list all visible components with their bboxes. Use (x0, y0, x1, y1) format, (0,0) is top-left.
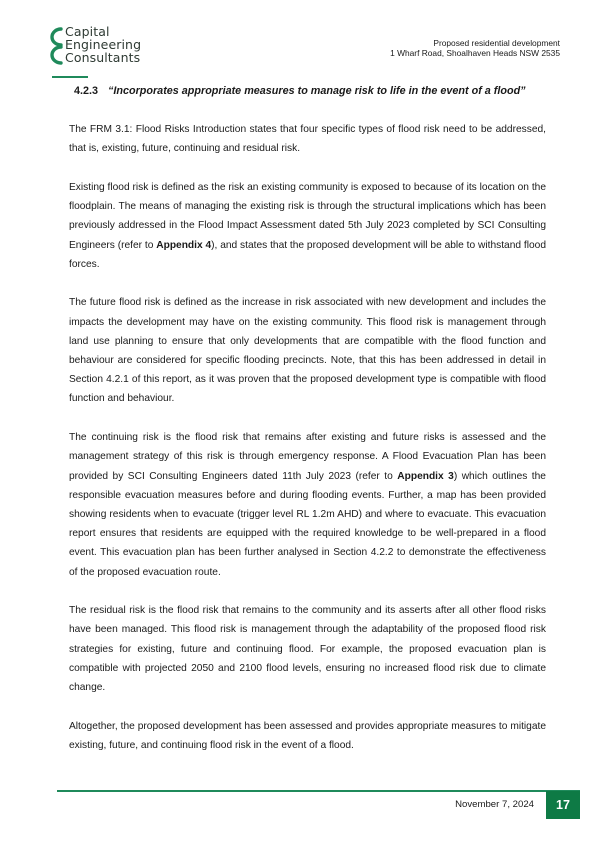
paragraph-existing-risk (69, 178, 546, 274)
paragraph-existing-risk-text-end: ), and states that the proposed development will be able to withstand flood forces. (69, 239, 546, 270)
footer-divider (57, 790, 580, 792)
header-project: Proposed residential development (433, 38, 560, 48)
company-logo (47, 24, 147, 76)
logo-line-consultants: Consultants (65, 50, 141, 65)
logo-wordmark (65, 25, 141, 64)
paragraph-future-risk: The future flood risk is defined as the increase in risk associated with new development and includes the impacts the development may have on the existing community. This flood risk is management through land use planning to ensure that only developments that are compatible with the flood function and behaviour are considered for specific flooding precincts. Note, that this has been addressed in detail in Section 4.2.1 of this report, as it was proven that the proposed development type is compatible with flood function and behaviour. (69, 297, 546, 405)
appendix-3-reference: Appendix 3 (397, 470, 454, 482)
logo-mark-icon (47, 26, 65, 66)
document-header (390, 38, 560, 58)
section-number: 4.2.3 (74, 85, 99, 97)
logo-line-engineering: Engineering (65, 37, 142, 52)
page-number: 17 (546, 791, 580, 819)
logo-underline (52, 76, 88, 78)
paragraph-continuing-risk (69, 428, 546, 582)
paragraph-conclusion: Altogether, the proposed development has been assessed and provides appropriate measures to mitigate existing, future, and continuing flood risk in the event of a flood. (69, 720, 546, 751)
paragraph-existing-risk-text: Existing flood risk is defined as the risk an existing community is exposed to because of its location on the floodplain. The means of managing the existing risk is through the structural implications which has been previously addressed in the Flood Impact Assessment dated 5th July 2023 completed by SCI Consulting Engineers (refer to (69, 181, 546, 251)
logo-line-capital: Capital (65, 24, 110, 39)
appendix-4-reference: Appendix 4 (156, 239, 212, 251)
header-address: 1 Wharf Road, Shoalhaven Heads NSW 2535 (390, 48, 560, 58)
footer-date: November 7, 2024 (455, 799, 534, 810)
paragraph-continuing-risk-text-end: ) which outlines the responsible evacuation measures before and during flooding events. Further, a map has been provided showing residents when to evacuate (trigger level RL 1.2m AHD) and where to evacuate. This evacuation report ensures that residents are equipped with the required knowledge to be well-prepared in a flood event. This evacuation plan has been further analysed in Section 4.2.2 to demonstrate the effectiveness of the proposed evacuation route. (69, 470, 546, 578)
paragraph-frm-intro: The FRM 3.1: Flood Risks Introduction states that four specific types of flood risk need to be addressed, that is, existing, future, continuing and residual risk. (69, 124, 546, 155)
paragraph-residual-risk: The residual risk is the flood risk that remains to the community and its asserts after all other flood risks have been managed. This flood risk is management through the adaptability of the proposed flood risk strategies for existing, future and continuing flood. For example, the proposed evacuation plan is compatible with projected 2050 and 2100 flood levels, ensuring no increased flood risk due to climate change. (69, 605, 546, 694)
document-body (69, 120, 546, 775)
paragraph-continuing-risk-text: The continuing risk is the flood risk that remains after existing and future risks is assessed and the management strategy of this risk is through emergency response. A Flood Evacuation Plan has been provided by SCI Consulting Engineers dated 11th July 2023 (refer to (69, 432, 546, 482)
section-title: “Incorporates appropriate measures to manage risk to life in the event of a flood” (108, 85, 526, 97)
section-heading (74, 85, 526, 97)
